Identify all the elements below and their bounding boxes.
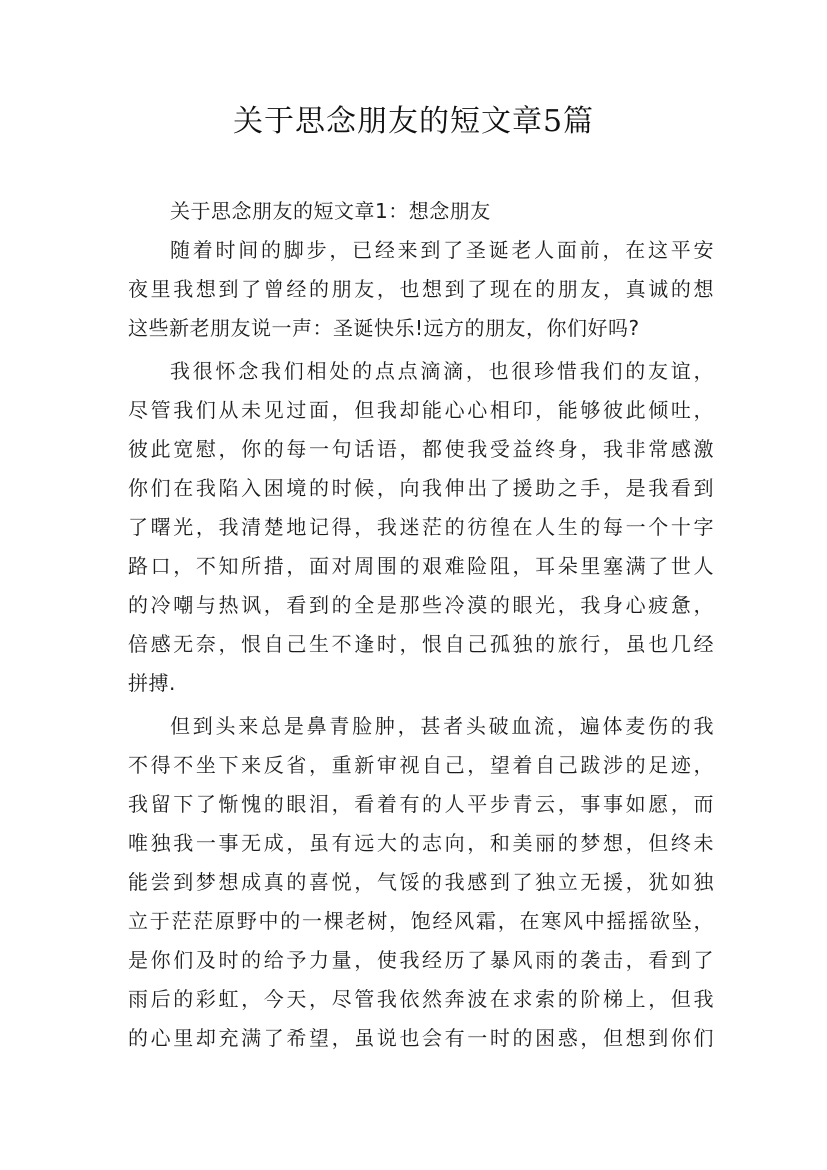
paragraph-line: 的冷嘲与热讽，看到的全是那些冷漠的眼光，我身心疲惫， <box>128 593 714 617</box>
paragraph-line: 路口，不知所措，面对周围的艰难险阻，耳朵里塞满了世人 <box>128 554 714 578</box>
paragraph-line: 拼搏. <box>128 671 176 695</box>
paragraph-line: 能尝到梦想成真的喜悦，气馁的我感到了独立无援，犹如独 <box>128 870 714 894</box>
section-heading: 关于思念朋友的短文章1：想念朋友 <box>170 199 491 223</box>
paragraph-line: 雨后的彩虹，今天，尽管我依然奔波在求索的阶梯上，但我 <box>128 987 714 1011</box>
paragraph-2 <box>128 352 714 703</box>
paragraph-line: 但到头来总是鼻青脸肿，甚者头破血流，遍体麦伤的我 <box>170 714 714 738</box>
paragraph-line: 我留下了惭愧的眼泪，看着有的人平步青云，事事如愿，而 <box>128 792 714 816</box>
paragraph-line: 了曙光，我清楚地记得，我迷茫的彷徨在人生的每一个十字 <box>128 515 714 539</box>
paragraph-line: 立于茫茫原野中的一棵老树，饱经风霜，在寒风中摇摇欲坠， <box>128 909 714 933</box>
paragraph-line: 是你们及时的给予力量，使我经历了暴风雨的袭击，看到了 <box>128 948 714 972</box>
paragraph-line: 夜里我想到了曾经的朋友，也想到了现在的朋友，真诚的想 <box>128 277 714 301</box>
paragraph-line: 你们在我陷入困境的时候，向我伸出了援助之手，是我看到 <box>128 476 714 500</box>
paragraph-line: 这些新老朋友说一声：圣诞快乐!远方的朋友，你们好吗? <box>128 316 640 340</box>
paragraph-line: 尽管我们从未见过面，但我却能心心相印，能够彼此倾吐， <box>128 398 714 422</box>
paragraph-line: 倍感无奈，恨自己生不逢时，恨自己孤独的旅行，虽也几经 <box>128 632 714 656</box>
paragraph-line: 唯独我一事无成，虽有远大的志向，和美丽的梦想，但终未 <box>128 831 714 855</box>
paragraph-line: 彼此宽慰，你的每一句话语，都使我受益终身，我非常感激 <box>128 437 714 461</box>
paragraph-line: 不得不坐下来反省，重新审视自己，望着自己跋涉的足迹， <box>128 753 714 777</box>
document-title: 关于思念朋友的短文章5篇 <box>232 104 595 139</box>
document-body <box>128 192 714 1058</box>
paragraph-3 <box>128 707 714 1058</box>
paragraph-line: 随着时间的脚步，已经来到了圣诞老人面前，在这平安 <box>170 238 714 262</box>
paragraph-line: 的心里却充满了希望，虽说也会有一时的困惑，但想到你们 <box>128 1026 714 1050</box>
paragraph-line: 我很怀念我们相处的点点滴滴，也很珍惜我们的友谊， <box>170 359 714 383</box>
paragraph-1 <box>128 231 714 348</box>
